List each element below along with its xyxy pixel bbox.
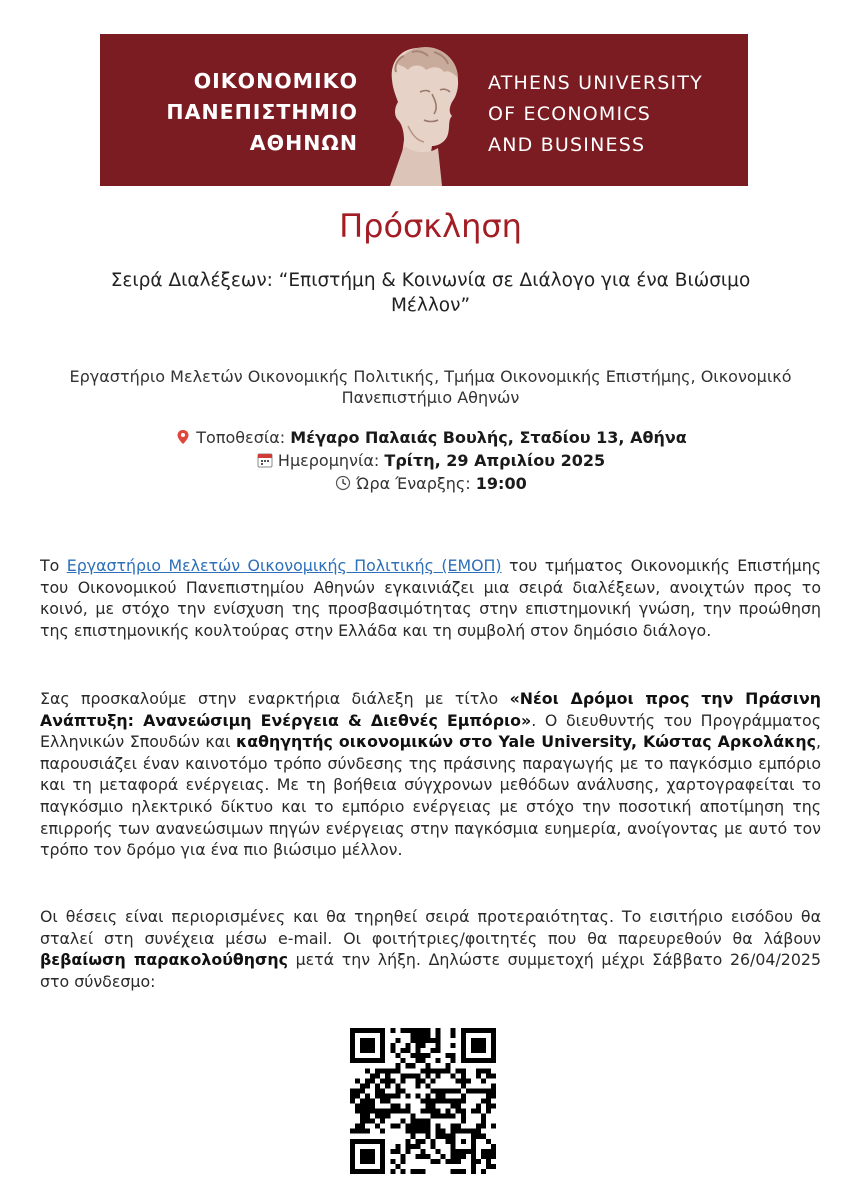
clock-icon bbox=[334, 475, 352, 491]
date-value: Τρίτη, 29 Απριλίου 2025 bbox=[384, 451, 606, 470]
greek-name-line: ΠΑΝΕΠΙΣΤΗΜΙΟ bbox=[166, 100, 358, 124]
attendance-certificate: βεβαίωση παρακολούθησης bbox=[40, 950, 288, 970]
lecture-paragraph bbox=[40, 688, 821, 861]
event-info bbox=[0, 426, 861, 495]
speaker-name: καθηγητής οικονομικών στο Yale University, Κώστας Αρκολάκης bbox=[236, 732, 816, 752]
greek-name-line: ΑΘΗΝΩΝ bbox=[249, 131, 358, 155]
date-row bbox=[0, 449, 861, 472]
organizer-text: Εργαστήριο Μελετών Οικονομικής Πολιτικής, Τμήμα Οικονομικής Επιστήμης, Οικονομικό Πανεπιστήμιο Αθηνών bbox=[69, 367, 792, 407]
paragraph-text: του τμήματος Οικονομικής Επιστήμης του Οικονομικού Πανεπιστημίου Αθηνών εγκαινιάζει μια σειρά διαλέξεων, ανοιχτών προς το κοινό, με στόχο την ενίσχυση της προσβασιμότητας στην επιστημονική γνώση, την προώθηση της επιστημονικής κουλτούρας στην Ελλάδα και τη συμβολή στον δημόσιο διάλογο. bbox=[40, 556, 822, 640]
paragraph-text: Σας προσκαλούμε στην εναρκτήρια διάλεξη με τίτλο bbox=[40, 689, 510, 708]
english-name-line: AND BUSINESS bbox=[488, 134, 646, 156]
registration-paragraph bbox=[40, 906, 821, 992]
university-banner bbox=[100, 34, 748, 186]
date-label: Ημερομηνία: bbox=[277, 451, 380, 470]
location-label: Τοποθεσία: bbox=[196, 428, 286, 447]
english-name-line: ATHENS UNIVERSITY bbox=[488, 72, 703, 94]
hermes-bust-icon bbox=[368, 42, 480, 186]
time-label: Ώρα Έναρξης: bbox=[356, 474, 471, 493]
english-name-line: OF ECONOMICS bbox=[488, 103, 652, 125]
page-title: Πρόσκληση bbox=[339, 207, 522, 245]
location-value: Μέγαρο Παλαιάς Βουλής, Σταδίου 13, Αθήνα bbox=[290, 428, 687, 447]
lecture-series-title: Σειρά Διαλέξεων: “Επιστήμη & Κοινωνία σε Διάλογο για ένα Βιώσιμο Μέλλον” bbox=[110, 270, 751, 316]
paragraph-text: μετά την λήξη. Δηλώστε συμμετοχή μέχρι Σάββατο 26/04/2025 στο σύνδεσμο: bbox=[40, 950, 821, 991]
emop-link[interactable]: Εργαστήριο Μελετών Οικονομικής Πολιτικής (ΕΜΟΠ) bbox=[66, 556, 502, 575]
time-row bbox=[0, 472, 861, 495]
time-value: 19:00 bbox=[475, 474, 527, 493]
paragraph-text: Το bbox=[40, 556, 67, 575]
calendar-icon bbox=[256, 452, 274, 468]
location-row bbox=[0, 426, 861, 449]
qr-code-icon[interactable] bbox=[350, 1028, 496, 1174]
paragraph-text: , παρουσιάζει έναν καινοτόμο τρόπο σύνδεσης της πράσινης παραγωγής με το παγκόσμιο εμπόριο και τη μεταφορά ενέργειας. Με τη βοήθεια σύγχρονων μεθόδων ανάλυσης, χαρτογραφείται το παγκόσμιο ηλεκτρικό δίκτυο και το εμπόριο ενέργειας με στόχο την ποσοτική αποτίμηση της επιρροής των ανανεώσιμων πηγών ενέργειας στην παγκόσμια ευημερία, ανοίγοντας με αυτό τον τρόπο τον δρόμο για ένα πιο βιώσιμο μέλλον. bbox=[40, 732, 821, 860]
lecture-title: «Νέοι Δρόμοι προς την Πράσινη Ανάπτυξη: Ανανεώσιμη Ενέργεια & Διεθνές Εμπόριο» bbox=[40, 689, 822, 730]
paragraph-text: Οι θέσεις είναι περιορισμένες και θα τηρηθεί σειρά προτεραιότητας. Το εισιτήριο εισόδου θα σταλεί στη συνέχεια μέσω e-mail. Οι φοιτήτριες/φοιτητές που θα παρευρεθούν θα λάβουν bbox=[40, 907, 821, 948]
pin-icon bbox=[174, 429, 192, 445]
intro-paragraph bbox=[40, 555, 821, 641]
university-greek-name bbox=[100, 66, 358, 159]
greek-name-line: ΟΙΚΟΝΟΜΙΚΟ bbox=[193, 69, 358, 93]
paragraph-text: . Ο διευθυντής του Προγράμματος Ελληνικών Σπουδών και bbox=[40, 710, 821, 752]
university-english-name bbox=[488, 68, 703, 161]
